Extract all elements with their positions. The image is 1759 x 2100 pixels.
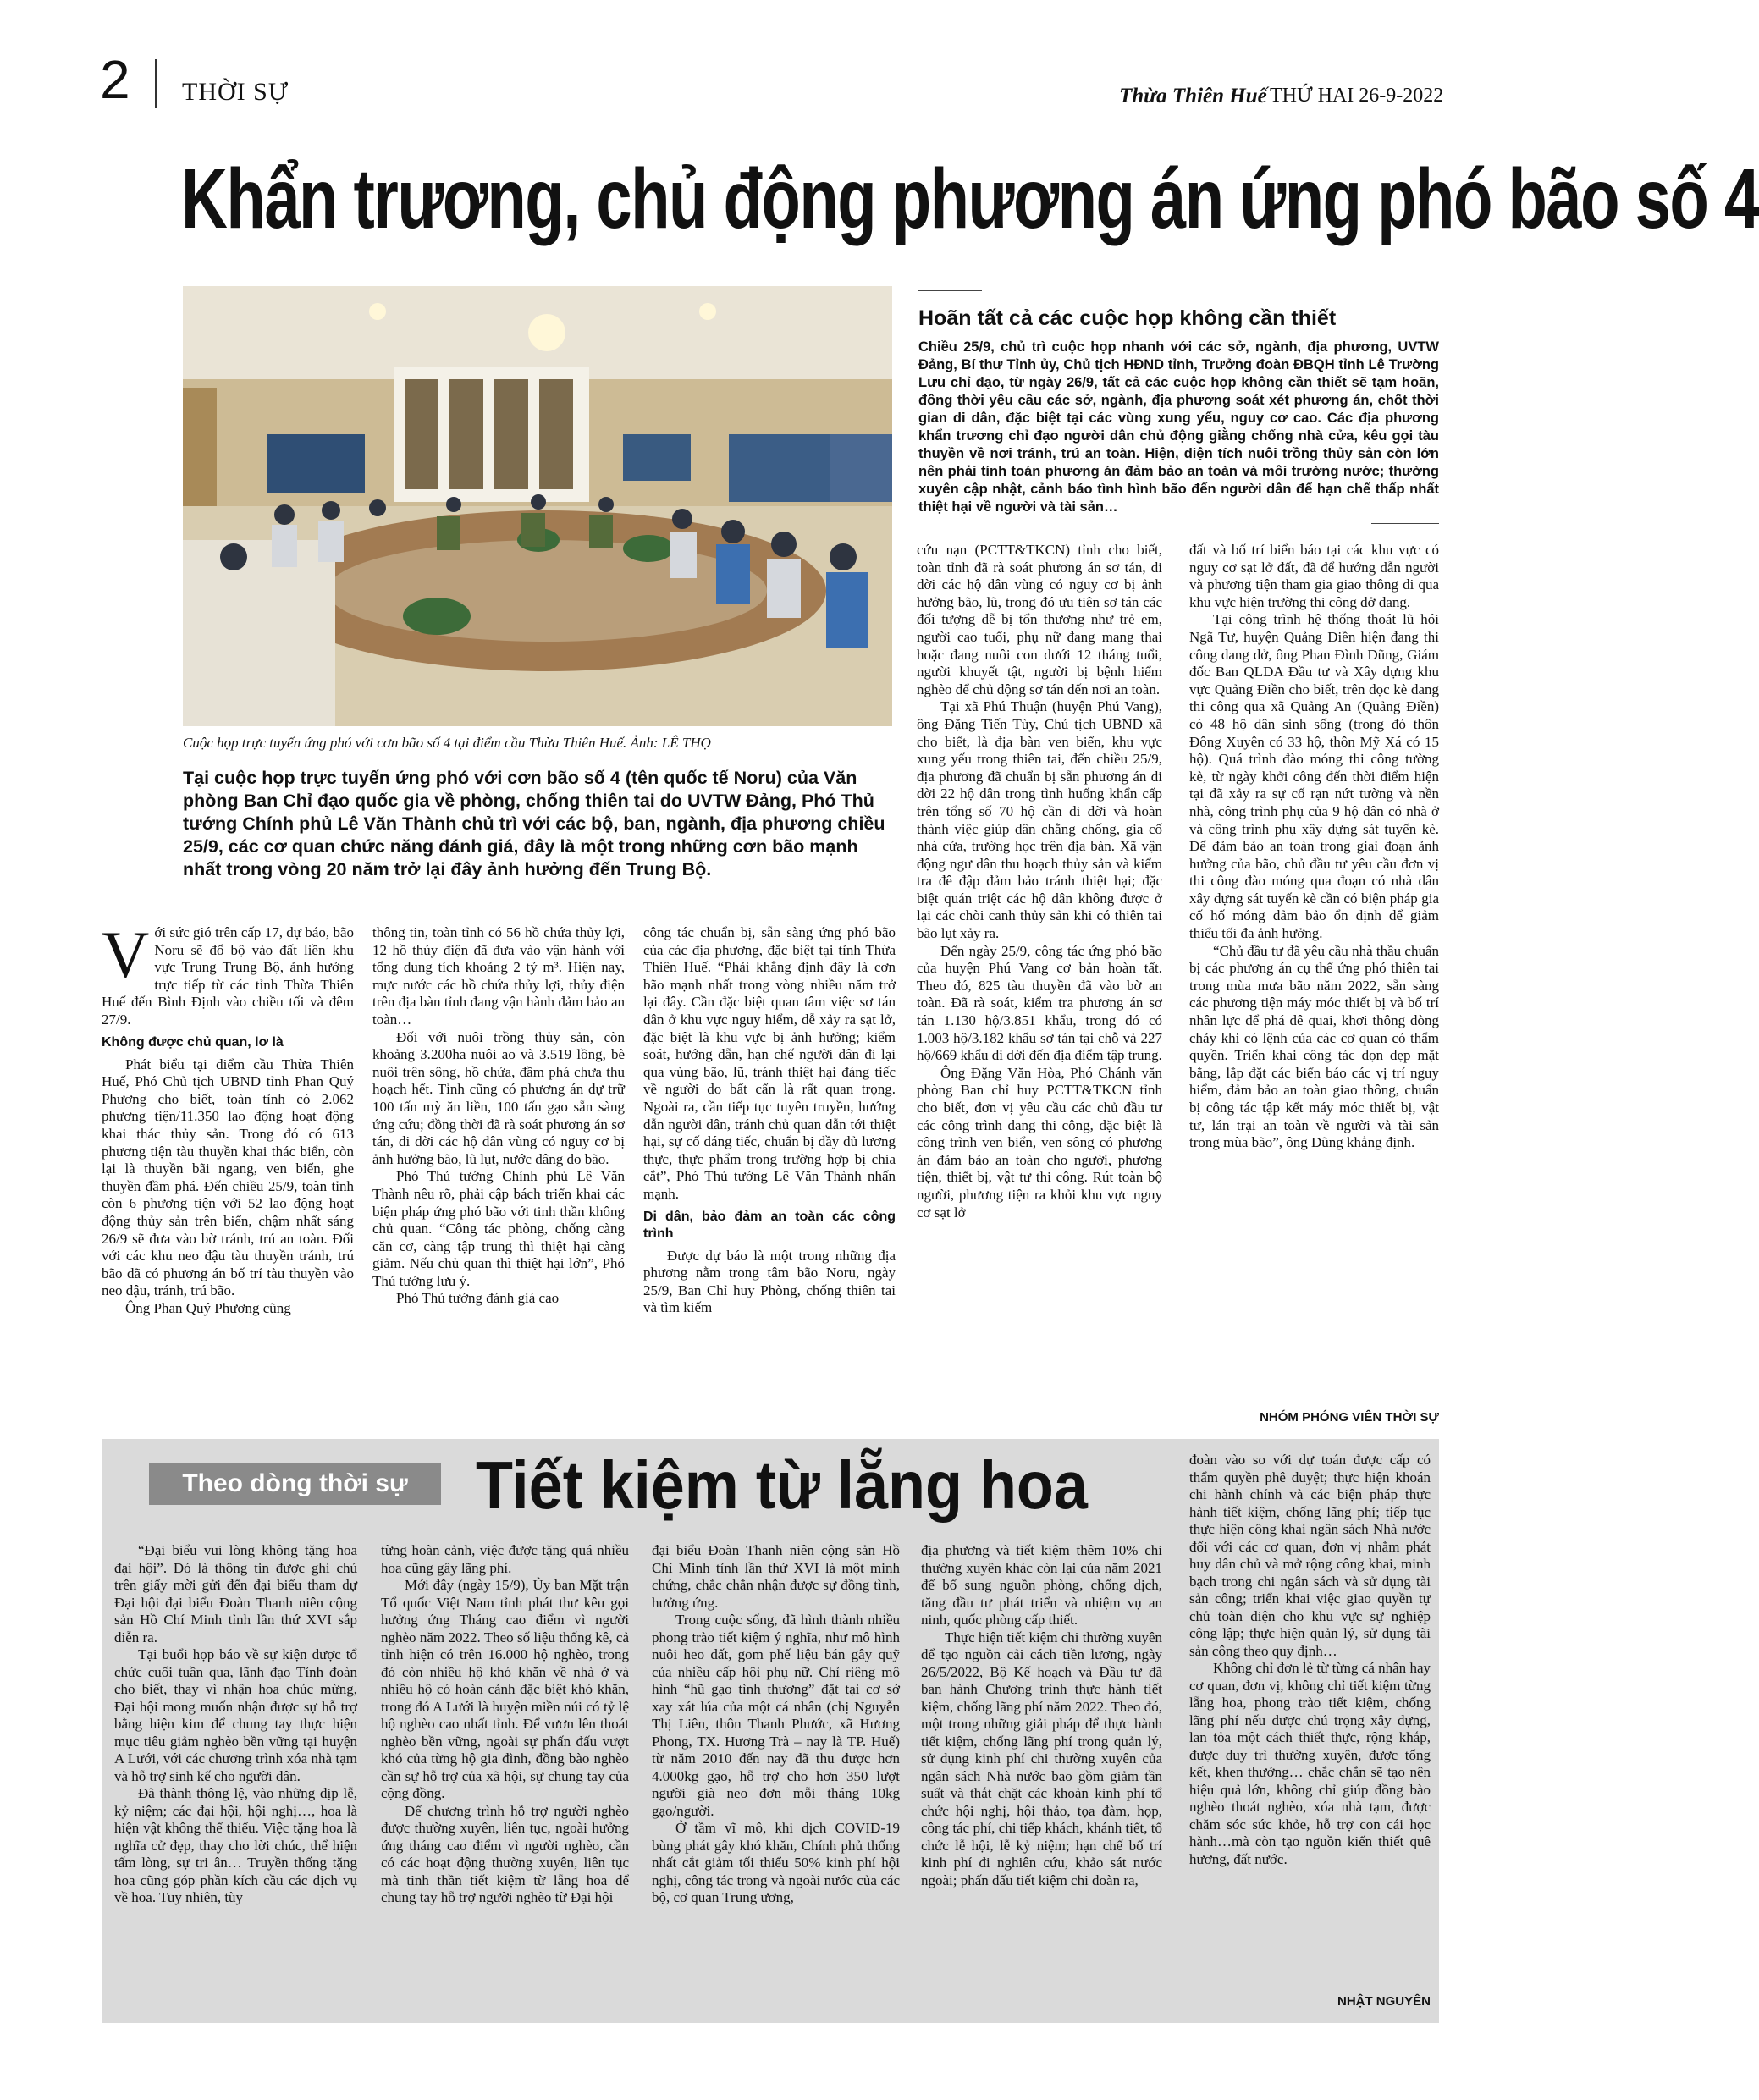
paragraph: Thực hiện tiết kiệm chi thường xuyên để tạo nguồn cải cách tiền lương, ngày 26/5/2022, Bộ Kế hoạch và Đầu tư đã ban hành Chương trình thực hành tiết kiệm, chống lãng phí năm 2022. Theo đó, một trong những giải pháp để thực hành tiết kiệm, chống lãng phí trong quản lý, sử dụng kinh phí chi thường xuyên của ngân sách Nhà nước bao gồm giảm tần suất và thắt chặt các khoản kinh phí tổ chức hội nghị, hội thảo, tọa đàm, họp, công tác phí, chi tiếp khách, khánh tiết, tổ chức lễ hội, lễ kỷ niệm; hạn chế bố trí kinh phí đi nghiên cứu, khảo sát nước ngoài; phấn đấu tiết kiệm chi đoàn ra, <box>921 1629 1162 1888</box>
paragraph: Mới đây (ngày 15/9), Ủy ban Mặt trận Tổ quốc Việt Nam tỉnh phát thư kêu gọi hưởng ứng Tháng cao điểm vì người nghèo năm 2022. Theo số liệu thống kê, cả tỉnh hiện có trên 16.000 hộ nghèo, trong đó còn nhiều hộ khó khăn về nhà ở và nhiều hộ có hoàn cảnh đặc biệt khó khăn, trong đó A Lưới là huyện miền núi có tỷ lệ hộ nghèo cao nhất tỉnh. Để vươn lên thoát nghèo bền vững, ngoài sự phấn đấu vượt khó của từng hộ gia đình, đồng bào nghèo cần sự hỗ trợ của xã hội, sự chung tay của cộng đồng. <box>381 1577 629 1801</box>
column-tag: Theo dòng thời sự <box>149 1463 441 1505</box>
photo-caption: Cuộc họp trực tuyến ứng phó với cơn bão số 4 tại điểm cầu Thừa Thiên Huế. Ảnh: LÊ THỌ <box>183 735 711 751</box>
article-col-2 <box>372 924 625 1308</box>
section-subhead: Di dân, bảo đảm an toàn các công trình <box>643 1209 896 1241</box>
paragraph: Ở tầm vĩ mô, khi dịch COVID-19 bùng phát gây khó khăn, Chính phủ thống nhất cắt giảm tối thiểu 50% kinh phí hội nghị, công tác trong và ngoài nước của các bộ, cơ quan Trung ương, <box>652 1820 900 1905</box>
paragraph: Ông Phan Quý Phương cũng <box>125 1299 291 1316</box>
section-name: THỜI SỰ <box>182 78 289 106</box>
paragraph: thông tin, toàn tỉnh có 56 hồ chứa thủy lợi, 12 hồ thủy điện đã đưa vào vận hành với tổng dung tích khoảng 2 tỷ m³. Hiện nay, mực nước các hồ chứa thủy lợi, thủy điện trên địa bàn tỉnh đang vận hành đảm bảo an toàn… <box>372 924 625 1028</box>
drop-cap: V <box>102 918 150 991</box>
article-col-3 <box>643 924 896 1317</box>
box-col-2 <box>381 1542 629 1907</box>
issue-date: THỨ HAI 26-9-2022 <box>1270 85 1444 107</box>
paragraph: ới sức gió trên cấp 17, dự báo, bão Noru sẽ đổ bộ vào đất liền khu vực Trung Trung Bộ, ảnh hưởng trực tiếp từ các tỉnh Thừa Thiên Huế đến Bình Định vào chiều tối và đêm 27/9. <box>102 924 354 1028</box>
paragraph: Đã thành thông lệ, vào những dịp lễ, kỷ niệm; các đại hội, hội nghị…, hoa là hiện vật không thể thiếu. Việc tặng hoa là nghĩa cử đẹp, thay cho lời chúc, thể hiện tấm lòng, sự tri ân… Truyền thống tặng hoa cũng góp phần kích cầu các dịch vụ về hoa. Tuy nhiên, tùy <box>114 1785 357 1905</box>
paragraph: cứu nạn (PCTT&TKCN) tỉnh cho biết, toàn tỉnh đã rà soát phương án sơ tán, di dời các hộ dân vùng có nguy cơ bị ảnh hưởng bão, lũ, trong đó ưu tiên sơ tán các đối tượng dễ bị tổn thương như trẻ em, người cao tuổi, phụ nữ đang mang thai hoặc đang nuôi con dưới 12 tháng tuổi, người khuyết tật, người bị bệnh hiểm nghèo để chủ động sơ tán đến nơi an toàn. <box>917 542 1162 697</box>
paragraph: đoàn vào so với dự toán được cấp có thẩm quyền phê duyệt; thực hiện khoán chi hành chính và các biện pháp thực hành tiết kiệm, chống lãng phí; tiếp tục thực hiện công khai ngân sách Nhà nước đối với các cơ quan, đơn vị nhằm phát huy dân chủ và mở rộng công khai, minh bạch trong chi ngân sách và sử dụng tài sản công; triển khai việc giao quyền tự chủ toàn diện cho khu vực sự nghiệp công lập; thực hiện quản lý, sử dụng tài sản công theo quy định… <box>1189 1452 1431 1659</box>
box-col-1 <box>114 1542 357 1907</box>
box-signature: NHẬT NGUYÊN <box>1337 1994 1431 2009</box>
meeting-photo <box>183 286 892 726</box>
article-headline: Khẩn trương, chủ động phương án ứng phó bão số 4 <box>181 152 1759 246</box>
paragraph: đất và bố trí biển báo tại các khu vực có nguy cơ sạt lở đất, đã để hướng dẫn người và phương tiện tham gia giao thông đi qua khu vực hiện trường thi công dở dang. <box>1189 542 1439 610</box>
sidebar-bottom-rule <box>1371 523 1439 524</box>
paragraph: Tại buổi họp báo về sự kiện được tổ chức cuối tuần qua, lãnh đạo Tỉnh đoàn cho biết, thay vì nhận hoa chúc mừng, Đại hội mong muốn nhận được sự hỗ trợ bằng hiện kim để chung tay thực hiện mục tiêu giảm nghèo bền vững tại huyện A Lưới, với các chương trình xóa nhà tạm và hỗ trợ sinh kế cho người dân. <box>114 1646 357 1784</box>
article-col-5 <box>1189 542 1439 1152</box>
paragraph: Đến ngày 25/9, công tác ứng phó bão của huyện Phú Vang cơ bản hoàn tất. Theo đó, 825 tàu thuyền đã vào bờ an toàn. Đã rà soát, kiểm tra phương án sơ tán 1.130 hộ/3.851 khẩu, trong đó có 1.003 hộ/3.182 khẩu sơ tán tại chỗ và 227 hộ/669 khẩu di dời đến địa điểm tập trung. <box>917 942 1162 1064</box>
paragraph: Được dự báo là một trong những địa phương nằm trong tâm bão Noru, ngày 25/9, Ban Chỉ huy Phòng, chống thiên tai và tìm kiếm <box>643 1247 896 1316</box>
paragraph: địa phương và tiết kiệm thêm 10% chi thường xuyên khác còn lại của năm 2021 để bổ sung nguồn phòng, chống dịch, tăng đầu tư phát triển và nhiệm vụ an ninh, quốc phòng cấp thiết. <box>921 1542 1162 1628</box>
paragraph: Để chương trình hỗ trợ người nghèo được thường xuyên, liên tục, ngoài hưởng ứng tháng cao điểm vì người nghèo, cần có các hoạt động thường xuyên, liên tục mà tinh thần tiết kiệm từ lẵng hoa để chung tay hỗ trợ người nghèo từ Đại hội <box>381 1802 629 1905</box>
sidebar-title: Hoãn tất cả các cuộc họp không cần thiết <box>918 306 1337 330</box>
paragraph: Đối với nuôi trồng thủy sản, còn khoảng 3.200ha nuôi ao và 3.519 lồng, bè nuôi trên sông, hồ chứa, đầm phá chưa thu hoạch hết. Tỉnh cũng có phương án dự trữ 100 tấn mỳ ăn liền, 100 tấn gạo sẵn sàng ứng cứu; đồng thời đã rà soát phương án sơ tán, di dời các hộ dân vùng có nguy cơ bị ảnh hưởng bão, lũ lụt, nước dâng do bão. <box>372 1028 625 1167</box>
article-signature: NHÓM PHÓNG VIÊN THỜI SỰ <box>1260 1410 1439 1425</box>
newspaper-name: Thừa Thiên Huế <box>1119 85 1267 107</box>
page-number: 2 <box>100 49 130 110</box>
paragraph: công tác chuẩn bị, sẵn sàng ứng phó bão của các địa phương, đặc biệt tại tỉnh Thừa Thiên Huế. “Phải khẳng định đây là cơn bão mạnh nhất trong vòng nhiều năm trở lại đây. Cần đặc biệt quan tâm việc sơ tán dân ở khu vực nguy hiểm, dễ xảy ra sạt lở, đặc biệt là khu vực bị ảnh hưởng; kiểm soát, hướng dẫn, hạn chế người dân đi lại qua vùng bão, lũ, tránh thiệt hại đáng tiếc về người do bất cẩn là rất quan trọng. Ngoài ra, cần tiếp tục tuyên truyền, hướng dẫn người dân, tránh chủ quan dẫn tới thiệt hại, sự cố đáng tiếc, chuẩn bị đầy đủ lương thực, thực phẩm trong trường hợp bị chia cắt”, Phó Thủ tướng Lê Văn Thành nhấn mạnh. <box>643 924 896 1202</box>
paragraph: Phát biểu tại điểm cầu Thừa Thiên Huế, Phó Chủ tịch UBND tỉnh Phan Quý Phương cho biết, toàn tỉnh có 2.062 phương tiện/11.350 lao động hoạt động khai thác thủy sản. Trong đó có 613 phương tiện tàu thuyền khai thác biển, còn lại là thuyền bãi ngang, ven biển, ghe thuyền đầm phá. Đến chiều 25/9, toàn tỉnh còn 6 phương tiện với 52 lao động hoạt động thủy sản trên biển, chậm nhất sáng 26/9 sẽ đưa vào bờ tránh, trú an toàn. Đối với các khu neo đậu tàu thuyền tránh, trú bão đã có phương án bố trí tàu thuyền vào neo đậu, tránh, trú bão. <box>102 1056 354 1299</box>
paragraph: “Đại biểu vui lòng không tặng hoa đại hội”. Đó là thông tin được ghi chú trên giấy mời gửi đến đại biểu tham dự Đại hội đại biểu Đoàn Thanh niên cộng sản Hồ Chí Minh tỉnh lần thứ XVI sắp diễn ra. <box>114 1542 357 1645</box>
paragraph: Tại xã Phú Thuận (huyện Phú Vang), ông Đặng Tiến Tùy, Chủ tịch UBND xã cho biết, là địa bàn ven biển, khu vực xung yếu trong thiên tai, đến chiều 25/9, địa phương đã chuẩn bị sẵn phương án di dời 22 hộ dân trong tình huống khẩn cấp trên tổng số 70 hộ cần di dời và hoàn thành việc giúp dân chằng chống, gia cố nhà cửa, trường học trên địa bàn. Xã vận động ngư dân thu hoạch thủy sản và kiểm tra đê đập đảm bảo tránh thiệt hại; đặc biệt quán triệt các hộ dân không được ở lại các chòi canh thủy sản khi có thiên tai bão lụt xảy ra. <box>917 698 1162 942</box>
paragraph: Không chỉ đơn lẻ từ từng cá nhân hay cơ quan, đơn vị, không chỉ tiết kiệm từng lẵng hoa, phong trào tiết kiệm, chống lãng phí nếu được chú trọng xây dựng, lan tỏa một cách thiết thực, rộng khắp, được duy trì thường xuyên, được tổng kết, khen thưởng… chắc chắn sẽ tạo nên hiệu quả lớn, không chỉ giúp đồng bào nghèo thoát nghèo, xóa nhà tạm, được chăm sóc sức khỏe, hỗ trợ con cái học hành…mà còn tạo nguồn kiến thiết quê hương, đất nước. <box>1189 1660 1431 1867</box>
article-lead: Tại cuộc họp trực tuyến ứng phó với cơn bão số 4 (tên quốc tế Noru) của Văn phòng Ban Chỉ đạo quốc gia về phòng, chống thiên tai do UVTW Đảng, Phó Thủ tướng Chính phủ Lê Văn Thành chủ trì với các bộ, ban, ngành, địa phương chiều 25/9, các cơ quan chức năng đánh giá, đây là một trong những cơn bão mạnh nhất trong vòng 20 năm trở lại đây ảnh hưởng đến Trung Bộ. <box>183 768 885 879</box>
paragraph: “Chủ đầu tư đã yêu cầu nhà thầu chuẩn bị các phương án cụ thể ứng phó thiên tai trong mùa mưa bão năm 2022, sẵn sàng các phương tiện máy móc thiết bị và bố trí nhân lực để phá đê quai, khơi thông dòng chảy khi có lệnh của các cơ quan có thẩm quyền. Triển khai công tác dọn dẹp mặt bằng, lắp đặt các biển báo các vị trí nguy hiểm, đảm bảo an toàn giao thông, chuẩn bị công tác tập kết máy móc thiết bị, vật tư, lán trại an toàn về người và tài sản trong mùa bão”, ông Dũng khẳng định. <box>1189 942 1439 1151</box>
paragraph: từng hoàn cảnh, việc được tặng quá nhiều hoa cũng gây lãng phí. <box>381 1542 629 1576</box>
paragraph: Phó Thủ tướng Chính phủ Lê Văn Thành nêu rõ, phải cập bách triển khai các biện pháp ứng phó bão với tinh thần không chủ quan. “Công tác phòng, chống càng căn cơ, càng tập trung thì thiệt hại càng giảm. Nếu chủ quan thì thiệt hại lớn”, Phó Thủ tướng lưu ý. <box>372 1168 625 1289</box>
sidebar-text: Chiều 25/9, chủ trì cuộc họp nhanh với các sở, ngành, địa phương, UVTW Đảng, Bí thư Tỉnh ủy, Chủ tịch HĐND tỉnh, Trưởng đoàn ĐBQH tỉnh Lê Trường Lưu chỉ đạo, từ ngày 26/9, tất cả các cuộc họp không cần thiết sẽ tạm hoãn, đồng thời yêu cầu các sở, ngành, địa phương soát xét phương án, chốt thời gian di dân, đặc biệt tại các vùng xung yếu, nguy cơ cao. Các địa phương khẩn trương chỉ đạo người dân chủ động giằng chống nhà cửa, kêu gọi tàu thuyền về nơi tránh, trú an toàn. Hiện, diện tích nuôi trồng thủy sản còn lớn nên phải tính toán phương án đảm bảo an toàn và môi trường nước; thường xuyên cập nhật, cảnh báo tình hình bão đến người dân để hạn chế thấp nhất thiệt hại về người và tài sản… <box>918 339 1439 515</box>
box-col-3 <box>652 1542 900 1907</box>
section-subhead: Không được chủ quan, lơ là <box>102 1034 284 1050</box>
paragraph: Tại công trình hệ thống thoát lũ hói Ngã Tư, huyện Quảng Điền hiện đang thi công dang dở, ông Phan Đình Dũng, Giám đốc Ban QLDA Đầu tư và Xây dựng khu vực Quảng Điền cho biết, trên dọc kè đang thi công qua xã Quảng An (Quảng Điền) có 48 hộ dân sinh sống (trong đó thôn Đông Xuyên có 33 hộ, thôn Mỹ Xá có 15 hộ). Quá trình đào móng thi công tường kè, từ ngày khởi công đến thời điểm hiện tại đã xảy ra sự cố rạn nứt tường và nền nhà, công trình phụ của 9 hộ dân có nhà ở và công trình phụ xây dựng sát tuyến kè. Để đảm bảo an toàn trong giai đoạn ảnh hưởng của bão, chủ đầu tư yêu cầu đơn vị thi công đào móng qua đoạn có nhà dân xây dựng sát tuyến kè cần có biện pháp gia cố hố móng đảm bảo ổn định để giảm thiểu tối đa ảnh hưởng. <box>1189 611 1439 942</box>
box-col-5 <box>1189 1452 1431 1868</box>
article-col-4 <box>917 542 1162 1221</box>
paragraph: đại biểu Đoàn Thanh niên cộng sản Hồ Chí Minh tỉnh lần thứ XVI là một minh chứng, chắc chắn nhận được sự đồng tình, hưởng ứng. <box>652 1542 900 1611</box>
sidebar-top-rule <box>918 290 982 291</box>
header-divider <box>155 59 157 108</box>
paragraph: Ông Đặng Văn Hòa, Phó Chánh văn phòng Ban chỉ huy PCTT&TKCN tỉnh cho biết, đơn vị yêu cầu các chủ đầu tư các công trình đang thi công, đặc biệt là công trình ven biển, ven sông có phương án đảm bảo an toàn cho người, phương tiện, thiết bị, vật tư thi công. Rút toàn bộ người, phương tiện ra khỏi khu vực nguy cơ sạt lở <box>917 1064 1162 1221</box>
box-headline: Tiết kiệm từ lẵng hoa <box>476 1447 1088 1523</box>
box-col-4 <box>921 1542 1162 1889</box>
paragraph: Trong cuộc sống, đã hình thành nhiều phong trào tiết kiệm ý nghĩa, như mô hình nuôi heo đất, gom phế liệu bán gây quỹ của nhiều cấp hội phụ nữ. Chỉ riêng mô hình “hũ gạo tình thương” đặt tại cơ sở xay xát lúa của một cá nhân (chị Nguyễn Thị Liên, thôn Thanh Phước, xã Hương Phong, TX. Hương Trà – nay là TP. Huế) từ năm 2010 đến nay đã thu được hơn 4.000kg gạo, hỗ trợ cho hơn 350 lượt người già neo đơn mỗi tháng 10kg gạo/người. <box>652 1612 900 1819</box>
paragraph: Phó Thủ tướng đánh giá cao <box>396 1290 560 1307</box>
article-col-1 <box>102 918 354 1317</box>
